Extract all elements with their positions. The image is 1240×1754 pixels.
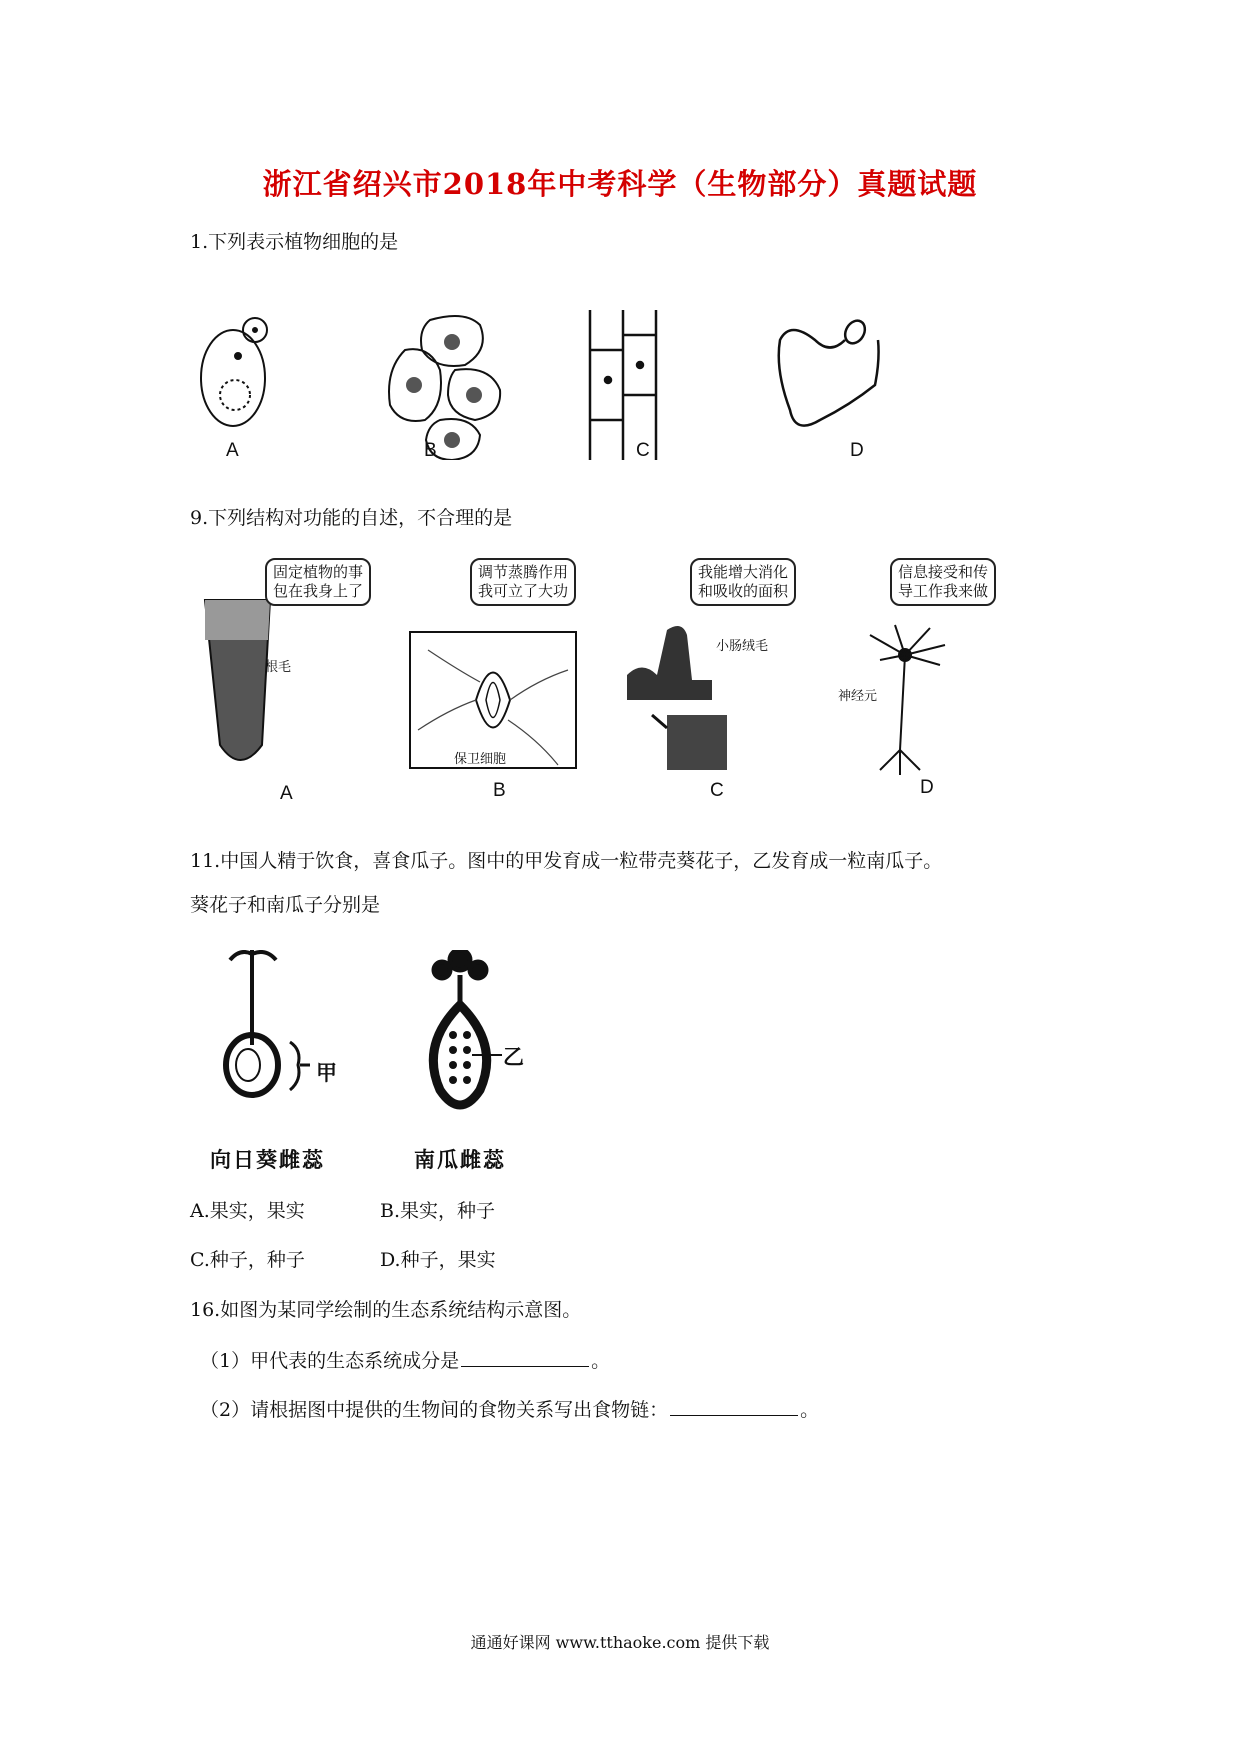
q16-sub2-end: 。 [800, 1399, 820, 1421]
q9-bubble-d: 信息接受和传 导工作我来做 [890, 558, 996, 606]
q16-sub1 [200, 1346, 610, 1373]
root-tip-figure [200, 595, 280, 775]
q16-sub1-prompt: （1）甲代表的生态系统成分是 [200, 1350, 460, 1372]
mark-yi: 乙 [503, 1044, 526, 1069]
plant-cells-figure [590, 310, 656, 460]
q9-part-villi: 小肠绒毛 [716, 639, 769, 654]
sunflower-pistil-label: 向日葵雌蕊 [210, 1147, 325, 1172]
q11-option-c: C.种子，种子 [190, 1249, 305, 1271]
q1-label-b: B [424, 440, 437, 461]
q1-cell-figures [190, 310, 1010, 460]
yeast-cell-figure [201, 318, 267, 426]
q9-part-guard-cell: 保卫细胞 [454, 752, 507, 767]
question-16-text: 16.如图为某同学绘制的生态系统结构示意图。 [190, 1299, 582, 1321]
q9-label-c: C [710, 780, 724, 801]
sperm-cell-figure [779, 317, 879, 426]
question-1-text: 1.下列表示植物细胞的是 [190, 231, 399, 253]
question-9-text: 9.下列结构对功能的自述，不合理的是 [190, 507, 513, 529]
q11-option-d: D.种子，果实 [380, 1249, 496, 1271]
question-11-line1: 11.中国人精于饮食，喜食瓜子。图中的甲发育成一粒带壳葵花子，乙发育成一粒南瓜子。 [190, 850, 943, 872]
mark-jia: 甲 [316, 1060, 339, 1085]
q1-label-a: A [226, 440, 239, 461]
q9-label-a: A [280, 783, 293, 804]
q16-sub2-answer-blank[interactable] [670, 1399, 798, 1416]
q16-sub2 [200, 1395, 819, 1422]
q9-bubble-b: 调节蒸腾作用 我可立了大功 [470, 558, 576, 606]
q1-label-d: D [850, 440, 864, 461]
q16-sub1-end: 。 [591, 1350, 611, 1372]
q9-label-b: B [493, 780, 506, 801]
animal-cells-figure [389, 316, 500, 460]
q11-option-b: B.果实，种子 [380, 1200, 496, 1222]
sunflower-pistil [226, 950, 310, 1095]
q1-label-c: C [636, 440, 650, 461]
question-11-line2: 葵花子和南瓜子分别是 [190, 894, 381, 916]
q16-sub2-prompt: （2）请根据图中提供的生物间的食物关系写出食物链： [200, 1399, 669, 1421]
page-footer: 通通好课网 www.tthaoke.com 提供下载 [470, 1633, 770, 1652]
q9-part-root-hair: 根毛 [265, 660, 292, 675]
q9-bubble-c: 我能增大消化 和吸收的面积 [690, 558, 796, 606]
pumpkin-pistil [433, 950, 502, 1105]
page-title: 浙江省绍兴市2018年中考科学（生物部分）真题试题 [262, 167, 978, 201]
q9-label-d: D [920, 777, 934, 798]
q11-option-a: A.果实，果实 [190, 1200, 305, 1222]
pumpkin-pistil-label: 南瓜雌蕊 [414, 1147, 506, 1172]
q16-sub1-answer-blank[interactable] [461, 1350, 589, 1367]
q9-part-neuron: 神经元 [838, 689, 878, 704]
pistil-figures [210, 950, 540, 1130]
q9-bubble-a: 固定植物的事 包在我身上了 [265, 558, 371, 606]
